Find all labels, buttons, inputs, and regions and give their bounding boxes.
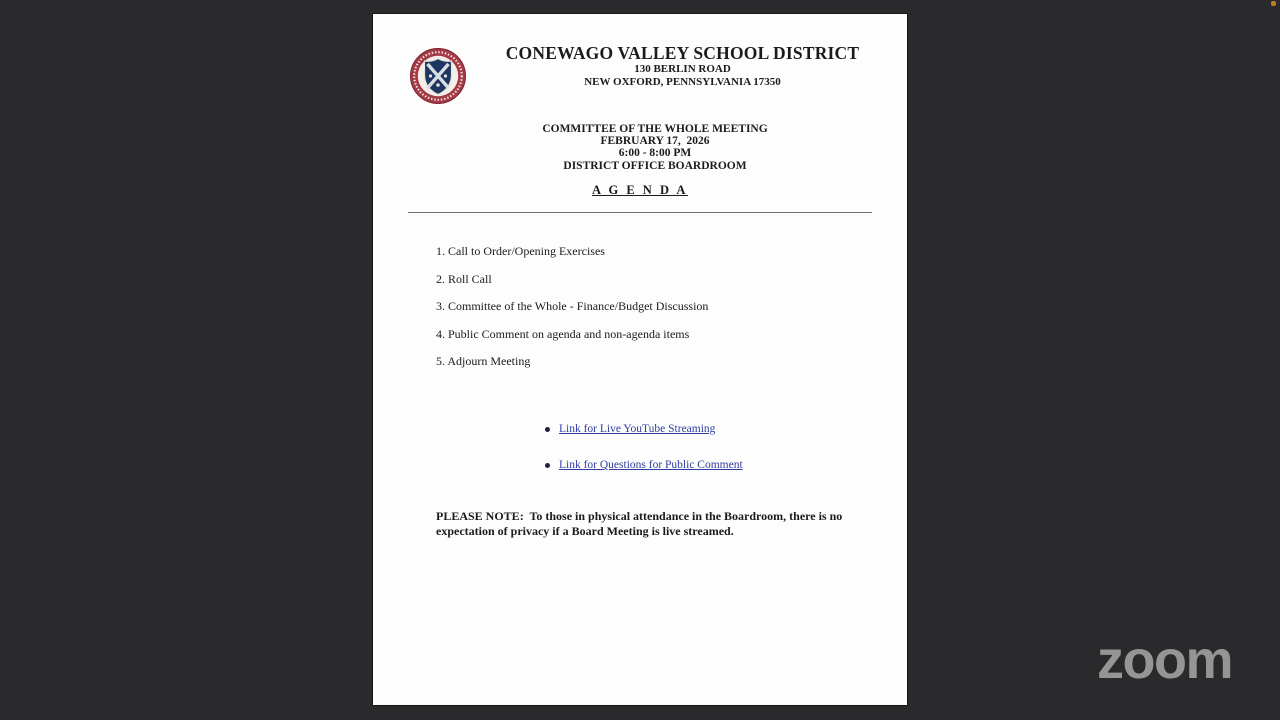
agenda-heading: A G E N D A: [592, 183, 688, 197]
agenda-list: [436, 245, 887, 383]
agenda-item: 4. Public Comment on agenda and non-agenda items: [436, 326, 690, 341]
agenda-item: 2. Roll Call: [436, 271, 492, 286]
document-hyperlink[interactable]: Link for Live YouTube Streaming: [559, 423, 716, 435]
meeting-title: COMMITTEE OF THE WHOLE MEETING: [542, 123, 768, 135]
district-address-line2: NEW OXFORD, PENNSYLVANIA 17350: [584, 75, 781, 88]
document-links-list: [545, 423, 887, 495]
document-header: [468, 44, 897, 88]
link-row: [545, 423, 887, 435]
meeting-date: FEBRUARY 17, 2026: [600, 135, 710, 148]
district-seal-icon: [409, 47, 467, 105]
bullet-icon: [545, 427, 550, 432]
bullet-icon: [545, 463, 550, 468]
link-row: [545, 459, 887, 471]
horizontal-divider: [408, 212, 872, 213]
agenda-item: 3. Committee of the Whole - Finance/Budget Discussion: [436, 299, 709, 313]
district-seal-graphic: [409, 47, 467, 105]
document-hyperlink[interactable]: Link for Questions for Public Comment: [559, 459, 743, 471]
agenda-document-page: [372, 13, 908, 706]
agenda-item: 1. Call to Order/Opening Exercises: [436, 244, 605, 258]
zoom-watermark-logo: zoom: [1097, 630, 1232, 690]
agenda-item: 5. Adjourn Meeting: [436, 354, 531, 368]
meeting-info-block: [403, 123, 907, 172]
privacy-note: PLEASE NOTE: To those in physical attendance in the Boardroom, there is no expectation of privacy if a Board Meeting is live streamed.: [436, 509, 846, 538]
district-address-line1: 130 BERLIN ROAD: [634, 63, 731, 75]
meeting-location: DISTRICT OFFICE BOARDROOM: [563, 159, 747, 172]
district-name: CONEWAGO VALLEY SCHOOL DISTRICT: [505, 43, 860, 63]
meeting-time: 6:00 - 8:00 PM: [618, 147, 692, 160]
recording-indicator-dot: [1271, 1, 1276, 6]
